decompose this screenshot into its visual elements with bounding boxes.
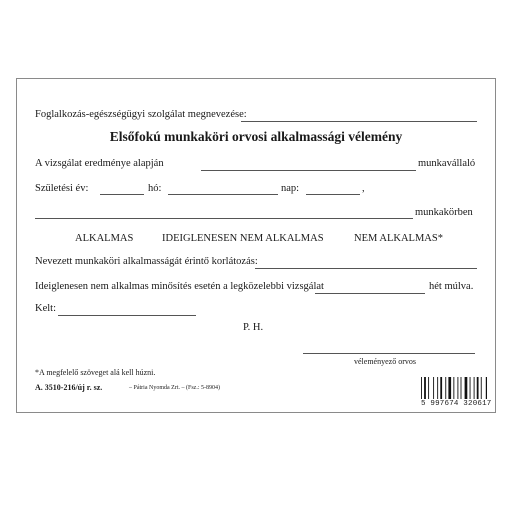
barcode-bar (477, 377, 479, 399)
date-label: Kelt: (35, 303, 56, 314)
barcode (421, 377, 487, 399)
restriction-label: Nevezett munkaköri alkalmasságát érintő korlátozás: (35, 256, 258, 267)
barcode-bar (445, 377, 446, 399)
publisher-info: – Pátria Nyomda Zrt. – (Fsz.: 5-8904) (129, 385, 220, 391)
barcode-bar (440, 377, 442, 399)
worker-name-line (201, 170, 416, 171)
barcode-bar (421, 377, 422, 399)
option-unfit: NEM ALKALMAS* (354, 233, 443, 244)
barcode-bar (453, 377, 454, 399)
result-prefix: A vizsgálat eredménye alapján (35, 158, 164, 169)
medical-fitness-form (16, 78, 496, 413)
form-title: Elsőfokú munkaköri orvosi alkalmassági vélemény (109, 129, 403, 144)
provider-line (241, 121, 477, 122)
barcode-bar (481, 377, 482, 399)
next-exam-label: Ideiglenesen nem alkalmas minősítés esetén a legközelebbi vizsgálat (35, 281, 324, 292)
barcode-bar (433, 377, 434, 399)
barcode-bar (437, 377, 438, 399)
barcode-bar (461, 377, 462, 399)
barcode-bar (457, 377, 458, 399)
option-fit: ALKALMAS (75, 233, 134, 244)
comma: , (362, 183, 365, 194)
result-suffix: munkavállaló (418, 158, 476, 169)
next-exam-line (315, 293, 425, 294)
barcode-bar (448, 377, 451, 399)
signature-label: véleményező orvos (354, 357, 416, 366)
birth-year-label: Születési év: (35, 183, 89, 194)
signature-line (303, 353, 475, 354)
birth-month-line (168, 194, 278, 195)
barcode-bar (486, 377, 487, 399)
barcode-bar (474, 377, 475, 399)
birth-month-label: hó: (148, 183, 162, 194)
next-exam-suffix: hét múlva. (429, 281, 474, 292)
barcode-bar (424, 377, 426, 399)
provider-label: Foglalkozás-egészségügyi szolgálat megnevezése: (35, 109, 247, 120)
stamp-label: P. H. (243, 322, 264, 333)
date-line (58, 315, 196, 316)
footnote: *A megfelelő szöveget alá kell húzni. (35, 368, 156, 377)
option-temporarily-unfit: IDEIGLENESEN NEM ALKALMAS (162, 233, 324, 244)
form-code: A. 3510-216/új r. sz. (35, 383, 103, 392)
birth-day-line (306, 194, 360, 195)
barcode-bar (470, 377, 471, 399)
barcode-bar (428, 377, 429, 399)
barcode-bar (465, 377, 468, 399)
birth-year-line (100, 194, 144, 195)
restriction-line (255, 268, 477, 269)
position-line (35, 218, 413, 219)
birth-day-label: nap: (281, 183, 300, 194)
position-suffix: munkakörben (415, 207, 473, 218)
barcode-number: 5 997674 320617 (421, 400, 492, 408)
